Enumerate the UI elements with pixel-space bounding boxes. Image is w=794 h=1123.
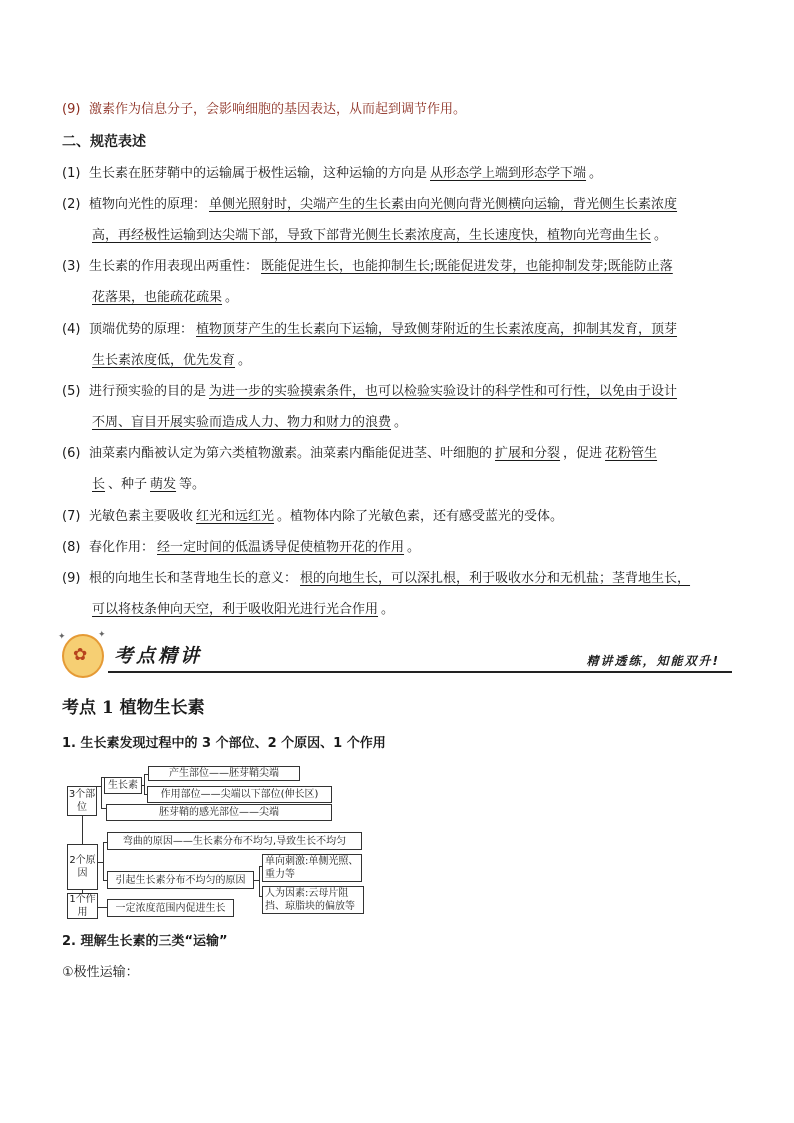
item-number: (3) [62, 259, 81, 274]
statement-text: 植物向光性的原理： [89, 197, 207, 212]
answer-underline-cont: 不周、盲目开展实验而造成人力、物力和财力的浪费 [92, 415, 392, 430]
statement-5 [62, 376, 752, 438]
diagram-node-sense: 胚芽鞘的感光部位——尖端 [106, 804, 332, 821]
statement-3 [62, 251, 752, 313]
answer-underline: 单侧光照射时，尖端产生的生长素由向光侧向背光侧横向运输，背光侧生长素浓度 [209, 197, 678, 212]
statement-end: 等。 [179, 477, 206, 492]
diagram-node-three-parts: 3个部位 [67, 786, 97, 816]
concept-diagram [66, 762, 366, 922]
statement-end: 。 [394, 415, 408, 430]
statement-text: 生长素在胚芽鞘中的运输属于极性运输，这种运输的方向是 [89, 166, 428, 181]
item-number: (9) [62, 571, 81, 586]
statement-text-mid: 、种子 [108, 477, 148, 492]
statement-text: 生长素的作用表现出两重性： [89, 259, 259, 274]
statement-text: 进行预实验的目的是 [89, 384, 207, 399]
item-text: 激素作为信息分子，会影响细胞的基因表达，从而起到调节作用。 [89, 102, 467, 117]
section-banner [58, 630, 732, 680]
item-number: (5) [62, 384, 81, 399]
answer-underline: 从形态学上端到形态学下端 [430, 166, 587, 181]
connector [144, 774, 145, 794]
statement-end: 。植物体内除了光敏色素，还有感受蓝光的受体。 [277, 509, 564, 524]
statement-end: 。 [381, 602, 395, 617]
connector [101, 777, 102, 808]
statement-end: 。 [225, 290, 239, 305]
item-number: (6) [62, 446, 81, 461]
banner-rule [108, 671, 732, 673]
sparkle-icon: ✦ [98, 630, 106, 640]
answer-underline: 经一定时间的低温诱导促使植物开花的作用 [157, 540, 405, 555]
answer-underline: 为进一步的实验摸索条件，也可以检验实验设计的科学性和可行性，以免由于设计 [209, 384, 678, 399]
section-title: 二、规范表述 [62, 134, 146, 150]
answer-underline: 植物顶芽产生的生长素向下运输，导致侧芽附近的生长素浓度高，抑制其发育，顶芽 [196, 322, 678, 337]
statement-text-mid: ，促进 [563, 446, 603, 461]
statement-8 [62, 532, 752, 563]
statement-text: 根的向地生长和茎背地生长的意义： [89, 571, 298, 586]
diagram-node-produce: 产生部位——胚芽鞘尖端 [148, 766, 300, 781]
diagram-node-act: 作用部位——尖端以下部位(伸长区) [147, 786, 332, 803]
statement-9 [62, 563, 752, 625]
statement-text: 油菜素内酯被认定为第六类植物激素。油菜素内酯能促进茎、叶细胞的 [89, 446, 493, 461]
diagram-node-two-causes: 2个原因 [67, 844, 98, 890]
answer-underline-cont: 可以将枝条伸向天空，利于吸收阳光进行光合作用 [92, 602, 379, 617]
subtopic-heading: 1. 生长素发现过程中的 3 个部位、2 个原因、1 个作用 [62, 736, 386, 751]
polar-transport-label: ①极性运输： [62, 965, 139, 980]
answer-underline-cont: 花落果，也能疏花疏果 [92, 290, 223, 305]
sparkle-icon: ✦ [58, 632, 66, 642]
diagram-node-promote-growth: 一定浓度范围内促进生长 [107, 899, 234, 917]
statement-7 [62, 501, 752, 532]
connector [259, 866, 260, 896]
statement-2 [62, 189, 752, 251]
diagram-node-one-role: 1个作用 [67, 893, 98, 919]
statement-end: 。 [238, 353, 252, 368]
statement-6 [62, 438, 752, 500]
answer-underline-cont: 生长素浓度低，优先发育 [92, 353, 236, 368]
diagram-node-auxin: 生长素 [104, 777, 142, 794]
statement-text: 顶端优势的原理： [89, 322, 194, 337]
statement-1 [62, 158, 752, 189]
connector [103, 842, 104, 880]
connector [82, 815, 83, 844]
statement-end: 。 [589, 166, 603, 181]
subtopic-heading: 2. 理解生长素的三类“运输” [62, 934, 228, 949]
item-number: (7) [62, 509, 81, 524]
answer-underline: 既能促进生长，也能抑制生长;既能促进发芽，也能抑制发芽;既能防止落 [261, 259, 673, 274]
item-number: (4) [62, 322, 81, 337]
answer-underline-cont: 长 [92, 477, 106, 492]
answer-underline-cont: 高，再经极性运输到达尖端下部，导致下部背光侧生长素浓度高，生长速度快，植物向光弯曲生长 [92, 228, 652, 243]
item-number: (1) [62, 166, 81, 181]
item-number: (8) [62, 540, 81, 555]
answer-underline: 扩展和分裂 [495, 446, 561, 461]
topic-heading: 考点 1 植物生长素 [62, 698, 205, 718]
mascot-icon: ✿ [62, 634, 104, 678]
statement-text: 光敏色素主要吸收 [89, 509, 194, 524]
item-9-hormone-note [62, 101, 752, 119]
statement-end: 。 [407, 540, 421, 555]
banner-slogan: 精讲透练，知能双升! [586, 654, 720, 668]
answer-underline: 萌发 [150, 477, 177, 492]
banner-title: 考点精讲 [114, 645, 203, 667]
answer-underline: 花粉管生 [605, 446, 658, 461]
diagram-node-human-factor: 人为因素:云母片阻挡、琼脂块的偏放等 [262, 886, 364, 914]
item-number: (9) [62, 102, 81, 117]
statement-end: 。 [654, 228, 668, 243]
statement-text: 春化作用： [89, 540, 155, 555]
answer-underline: 根的向地生长，可以深扎根，利于吸收水分和无机盐；茎背地生长， [300, 571, 691, 586]
answer-underline: 红光和远红光 [196, 509, 275, 524]
statement-4 [62, 314, 752, 376]
diagram-node-bend-cause: 弯曲的原因——生长素分布不均匀,导致生长不均匀 [107, 832, 362, 850]
diagram-node-unilateral: 单向刺激:单侧光照、重力等 [262, 854, 362, 882]
item-number: (2) [62, 197, 81, 212]
diagram-node-uneven-cause: 引起生长素分布不均匀的原因 [107, 871, 254, 889]
